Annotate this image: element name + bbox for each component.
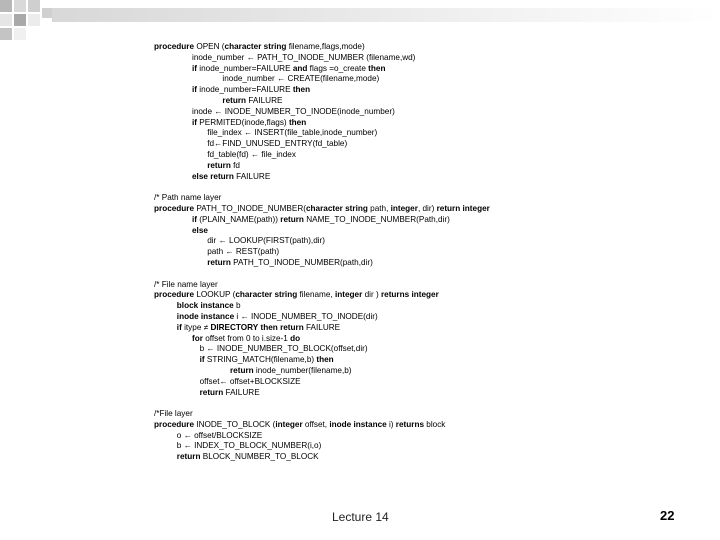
code-line: if inode_number=FAILURE and flags =o_create then [192,63,386,73]
code-line: inode instance i ← INODE_NUMBER_TO_INODE(dir) [176,311,378,321]
slide-corner-decoration [0,0,720,48]
code-line: path ← REST(path) [207,247,280,257]
code-line: dir ← LOOKUP(FIRST(path),dir) [207,236,326,246]
code-line: fd←FIND_UNUSED_ENTRY(fd_table) [207,139,348,149]
code-line [154,269,554,280]
code-line: o ← offset/BLOCKSIZE [176,430,263,440]
code-line: procedure INODE_TO_BLOCK (integer offset, inode instance i) returns block [154,419,446,429]
code-line: return FAILURE [199,387,260,397]
code-line: if itype ≠ DIRECTORY then return FAILURE [176,322,341,332]
header-gradient-band [52,8,720,22]
code-line: file_index ← INSERT(file_table,inode_number) [207,128,378,138]
code-line [154,182,554,193]
code-line: return FAILURE [222,95,283,105]
code-line: /* File name layer [154,279,218,289]
code-line: if (PLAIN_NAME(path)) return NAME_TO_INODE_NUMBER(Path,dir) [192,214,450,224]
code-line: procedure PATH_TO_INODE_NUMBER(character string path, integer, dir) return integer [154,203,490,213]
code-line: return inode_number(filename,b) [230,365,352,375]
footer-lecture-label: Lecture 14 [332,510,389,524]
code-line: else [192,225,208,235]
code-line: inode ← INODE_NUMBER_TO_INODE(inode_number) [192,106,395,116]
code-line: for offset from 0 to i.size-1 do [192,333,301,343]
code-line [154,398,554,409]
code-line: inode_number ← PATH_TO_INODE_NUMBER (filename,wd) [192,52,416,62]
code-line: b ← INODE_NUMBER_TO_BLOCK(offset,dir) [199,344,368,354]
code-line: /* Path name layer [154,193,222,203]
code-line: return BLOCK_NUMBER_TO_BLOCK [176,452,319,462]
code-line: inode_number ← CREATE(filename,mode) [222,74,380,84]
code-line: b ← INDEX_TO_BLOCK_NUMBER(i,o) [176,441,322,451]
pseudocode-block [154,42,554,463]
code-line: if inode_number=FAILURE then [192,85,311,95]
code-line: else return FAILURE [192,171,271,181]
code-line: procedure LOOKUP (character string filename, integer dir ) returns integer [154,290,439,300]
code-line: block instance b [176,301,241,311]
code-line: return fd [207,160,240,170]
code-line: return PATH_TO_INODE_NUMBER(path,dir) [207,257,373,267]
code-line: offset← offset+BLOCKSIZE [199,376,301,386]
code-line: if PERMITED(inode,flags) then [192,117,307,127]
code-line: procedure OPEN (character string filename,flags,mode) [154,42,365,51]
code-line: /*File layer [154,409,193,419]
code-line: if STRING_MATCH(filename,b) then [199,355,334,365]
code-line: fd_table(fd) ← file_index [207,149,296,159]
page-number: 22 [660,508,675,523]
